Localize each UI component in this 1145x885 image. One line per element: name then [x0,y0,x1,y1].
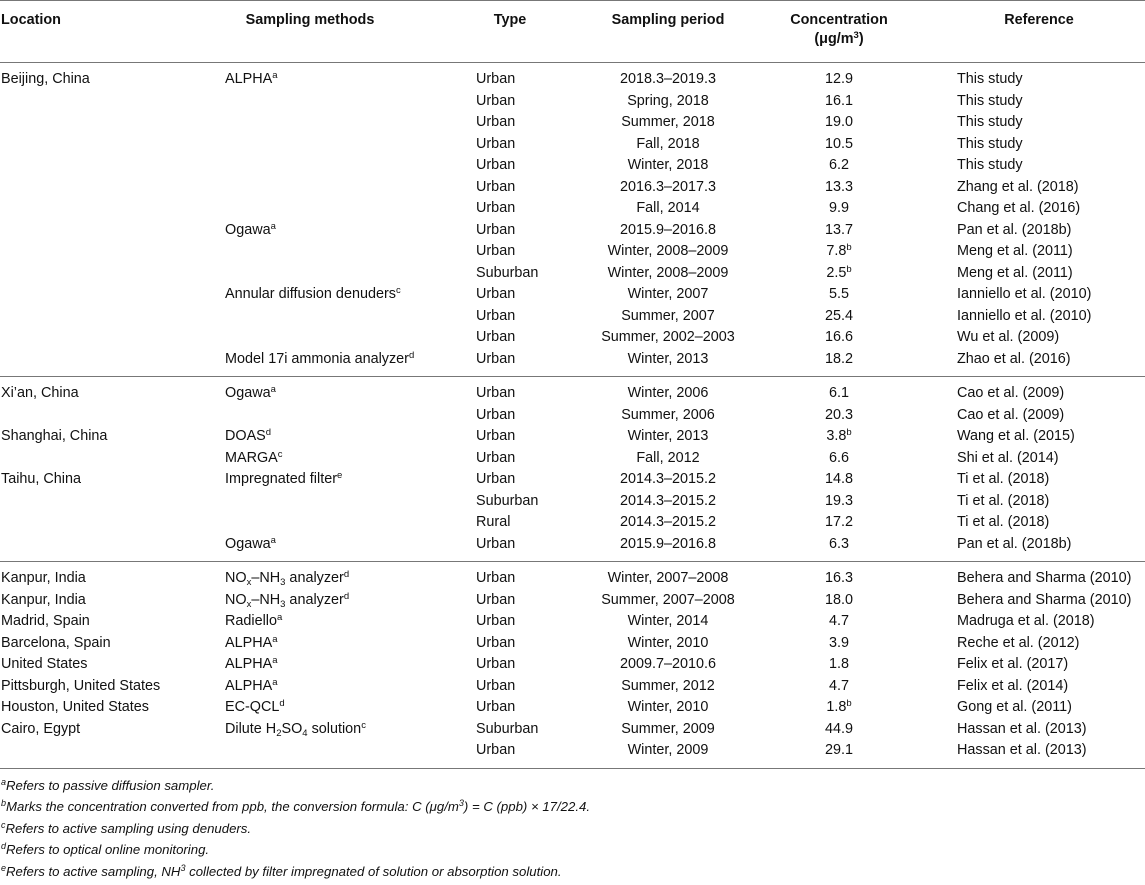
cell-sampling-method [225,284,401,307]
cell-reference: Zhang et al. (2018) [957,178,1079,195]
concentration-value: 16.6 [824,329,853,345]
cell-reference: This study [957,71,1023,87]
table-row [0,676,1145,698]
footnote-text-part: 3 [180,862,186,873]
concentration-footnote-mark: b [846,698,852,709]
cell-type: Urban [476,570,516,586]
concentration-value: 1.8 [826,699,847,715]
cell-type: Urban [476,135,516,152]
concentration-value: 44.9 [824,720,853,737]
method-name: Impregnated filter [225,471,337,487]
footnote [0,818,1145,840]
concentration-value: 25.4 [824,307,853,324]
footnote-mark: c [1,819,6,830]
method-part: solution [307,720,362,737]
cell-sampling-period: 2015.9–2016.8 [619,535,717,552]
cell-reference: Reche et al. (2012) [957,634,1080,651]
concentration-value: 13.3 [824,178,853,195]
cell-type: Urban [476,449,516,466]
method-part: x [246,598,252,610]
table-row [0,155,1145,177]
table-row [0,534,1145,556]
method-footnote-mark: d [279,698,285,709]
method-part: Dilute H [225,720,277,737]
cell-sampling-period: Winter, 2010 [627,699,709,715]
concentration-value: 4.7 [828,677,849,694]
cell-sampling-method [225,383,276,406]
method-name: Ogawa [225,385,271,401]
cell-concentration [779,220,899,242]
cell-sampling-method [225,534,276,557]
method-footnote-mark: c [277,448,283,460]
cell-type: Urban [476,157,516,173]
cell-concentration [779,155,899,177]
cell-location: Beijing, China [1,71,90,87]
table-group [0,63,1145,377]
method-footnote-mark: d [265,427,272,438]
method-part: –NH [251,591,281,608]
cell-reference: This study [957,135,1023,152]
table-row [0,697,1145,719]
cell-type: Urban [476,329,516,345]
concentration-value: 4.7 [828,613,849,629]
table-row [0,327,1145,349]
table-row [0,740,1145,762]
cell-location: Madrid, Spain [1,613,90,629]
cell-sampling-period: Winter, 2013 [627,350,709,367]
cell-sampling-period: Summer, 2002–2003 [601,329,735,345]
cell-sampling-period: Winter, 2007 [627,286,709,302]
method-part: analyzer [285,570,344,586]
concentration-value: 6.1 [828,385,849,401]
cell-concentration [779,112,899,134]
table-row [0,491,1145,513]
method-part: analyzer [285,591,344,608]
method-footnote-mark: e [336,470,343,481]
cell-concentration [779,69,899,91]
method-footnote-mark: a [277,612,283,623]
cell-sampling-method [225,69,278,92]
method-name: Radiello [225,613,277,629]
cell-sampling-period: Winter, 2008–2009 [607,243,729,259]
cell-reference: This study [957,157,1023,173]
cell-reference: Behera and Sharma (2010) [957,570,1132,586]
cell-reference: Ti et al. (2018) [957,514,1050,530]
table-row [0,590,1145,612]
cell-concentration [779,697,899,720]
cell-type: Urban [476,71,516,87]
cell-sampling-period: Summer, 2018 [621,114,715,130]
table-row [0,198,1145,220]
footnote-mark: b [1,798,7,808]
cell-sampling-period: Winter, 2006 [627,385,709,401]
method-part: 2 [276,727,282,739]
cell-type: Suburban [476,720,539,737]
cell-sampling-period: 2014.3–2015.2 [619,471,717,487]
cell-concentration [779,306,899,328]
cell-concentration [779,198,899,220]
cell-sampling-period: Winter, 2007–2008 [607,570,729,586]
concentration-value: 14.8 [824,471,853,487]
table-row [0,426,1145,448]
table-header [0,0,1145,63]
cell-sampling-period: Summer, 2006 [621,406,715,423]
cell-type: Urban [476,243,516,259]
concentration-value: 3.8 [826,428,847,444]
method-name: DOAS [225,428,266,444]
cell-reference: Felix et al. (2017) [957,656,1069,672]
cell-type: Urban [476,307,516,324]
table-body [0,63,1145,769]
cell-reference: Cao et al. (2009) [957,385,1065,401]
cell-concentration [779,134,899,156]
cell-reference: Gong et al. (2011) [957,699,1072,715]
concentration-value: 10.5 [824,135,853,152]
cell-sampling-method [225,469,342,492]
cell-type: Urban [476,613,516,629]
cell-reference: Hassan et al. (2013) [957,720,1087,737]
cell-sampling-method [225,220,276,243]
header-concentration-label: Concentration [790,12,888,28]
cell-type: Urban [476,428,516,444]
method-footnote-mark: a [270,534,276,546]
cell-type: Urban [476,535,516,552]
cell-type: Suburban [476,492,539,509]
footnote-text-part: ) = C (ppb) × 17/22.4. [463,799,590,814]
concentration-value: 2.5 [826,264,847,281]
concentration-value: 5.5 [828,286,849,302]
table-row [0,719,1145,741]
cell-reference: Ianniello et al. (2010) [957,307,1092,324]
table-row [0,91,1145,113]
cell-sampling-period: 2014.3–2015.2 [619,514,717,530]
cell-reference: Ti et al. (2018) [957,471,1050,487]
concentration-value: 17.2 [824,514,853,530]
footnote-text-part: Marks the concentration converted from ppb, the conversion formula: C (μg/m [6,799,459,814]
cell-sampling-method [225,568,349,591]
cell-type: Rural [476,514,511,530]
concentration-value: 1.8 [828,656,849,672]
cell-sampling-period: Spring, 2018 [627,92,709,109]
method-footnote-mark: c [395,285,401,296]
cell-sampling-method [225,448,283,471]
footnote-mark: d [1,841,7,851]
cell-type: Urban [476,385,516,401]
cell-location: Barcelona, Spain [1,634,111,651]
cell-sampling-period: Fall, 2014 [636,200,700,216]
header-type: Type [493,12,527,28]
cell-location: Houston, United States [1,699,149,715]
method-footnote-mark: d [408,349,415,361]
cell-type: Urban [476,406,516,423]
method-name: Ogawa [225,221,271,238]
cell-sampling-method [225,611,282,634]
method-footnote-mark: c [361,719,366,731]
cell-sampling-period: Winter, 2008–2009 [607,264,729,281]
table-row [0,112,1145,134]
cell-concentration [779,491,899,513]
footnote-text-part: Refers to active sampling, NH [6,863,181,879]
cell-sampling-method [225,676,278,699]
cell-sampling-method [225,426,271,449]
cell-reference: Meng et al. (2011) [957,243,1073,259]
footnotes [0,769,1145,883]
cell-concentration [779,676,899,698]
cell-sampling-method [225,697,285,720]
cell-reference: Felix et al. (2014) [957,677,1069,694]
table-row [0,69,1145,91]
method-name: Annular diffusion denuders [225,286,396,302]
cell-concentration [779,405,899,427]
table-group [0,562,1145,769]
cell-type: Urban [476,92,516,109]
footnote [0,839,1145,861]
cell-concentration [779,654,899,676]
cell-sampling-period: 2016.3–2017.3 [619,178,717,195]
table-group [0,377,1145,562]
method-part: NO [225,570,247,586]
cell-concentration [779,512,899,534]
cell-sampling-period: Summer, 2012 [621,677,715,694]
cell-location: Xi’an, China [1,385,79,401]
method-footnote-mark: a [270,220,276,232]
cell-sampling-method [225,349,414,372]
footnote-text-part: collected by filter impregnated of solution or absorption solution. [185,863,562,879]
cell-sampling-period: Summer, 2009 [621,720,715,737]
concentration-value: 6.6 [828,449,849,466]
table-row [0,220,1145,242]
concentration-value: 18.0 [824,591,853,608]
method-name: ALPHA [225,677,273,694]
concentration-value: 16.3 [824,570,853,586]
method-footnote-mark: a [270,384,276,395]
cell-reference: This study [957,92,1023,109]
cell-location: Shanghai, China [1,428,108,444]
cell-sampling-period: 2009.7–2010.6 [619,656,717,672]
method-part: 4 [302,727,308,739]
method-footnote-mark: d [343,569,350,580]
concentration-value: 16.1 [824,92,853,109]
concentration-value: 13.7 [824,221,853,238]
concentration-value: 7.8 [826,243,847,259]
cell-sampling-period: 2018.3–2019.3 [619,71,717,87]
method-part: –NH [251,570,281,586]
method-footnote-mark: a [272,655,278,666]
header-sampling-methods: Sampling methods [245,12,375,28]
concentration-value: 3.9 [828,634,849,651]
cell-reference: Wu et al. (2009) [957,329,1060,345]
cell-location: Pittsburgh, United States [1,677,161,694]
cell-reference: Madruga et al. (2018) [957,613,1095,629]
cell-sampling-method [225,654,278,677]
cell-location: Kanpur, India [1,591,86,608]
method-part: SO [281,720,303,737]
method-part: 3 [280,598,286,610]
cell-sampling-method [225,633,278,656]
cell-reference: Pan et al. (2018b) [957,221,1072,238]
table-row [0,383,1145,405]
cell-concentration [779,740,899,762]
method-part: x [246,577,252,588]
cell-type: Urban [476,114,516,130]
cell-reference: Ti et al. (2018) [957,492,1050,509]
cell-reference: Ianniello et al. (2010) [957,286,1092,302]
cell-sampling-period: Winter, 2018 [627,157,709,173]
concentration-value: 6.3 [828,535,849,552]
cell-type: Urban [476,471,516,487]
cell-concentration [779,327,899,349]
concentration-value: 19.3 [824,492,853,509]
cell-sampling-period: 2015.9–2016.8 [619,221,717,238]
cell-concentration [779,177,899,199]
table-row [0,633,1145,655]
footnote [0,775,1145,797]
cell-type: Urban [476,656,516,672]
cell-type: Urban [476,200,516,216]
cell-type: Suburban [476,264,539,281]
concentration-footnote-mark: b [846,427,852,438]
cell-type: Urban [476,677,516,694]
footnote-text: Refers to optical online monitoring. [6,842,210,857]
cell-sampling-period: Winter, 2010 [627,634,709,651]
method-footnote-mark: a [272,676,278,688]
cell-type: Urban [476,634,516,651]
table-row [0,134,1145,156]
cell-reference: Pan et al. (2018b) [957,535,1072,552]
cell-location: United States [1,656,88,672]
header-sampling-period: Sampling period [611,12,725,28]
cell-sampling-period: Summer, 2007 [621,307,715,324]
cell-reference: Shi et al. (2014) [957,449,1059,466]
table-row [0,349,1145,371]
method-name: EC-QCL [225,699,280,715]
method-name: ALPHA [225,71,273,87]
method-name: Model 17i ammonia analyzer [225,350,409,367]
table-row [0,654,1145,676]
cell-concentration [779,534,899,556]
header-location: Location [1,12,61,28]
cell-reference: This study [957,114,1023,130]
footnote [0,796,1145,818]
table-row [0,512,1145,534]
footnote [0,861,1145,883]
cell-type: Urban [476,178,516,195]
cell-sampling-period: Summer, 2007–2008 [601,591,735,608]
method-name: Ogawa [225,535,271,552]
concentration-value: 29.1 [824,742,853,758]
table-row [0,177,1145,199]
cell-location: Kanpur, India [1,570,86,586]
cell-reference: Meng et al. (2011) [957,264,1073,281]
cell-concentration [779,241,899,264]
table-row [0,284,1145,306]
cell-type: Urban [476,591,516,608]
cell-concentration [779,383,899,405]
method-part: 3 [280,577,286,588]
concentration-footnote-mark: b [846,263,852,275]
footnote-text-part: 3 [458,798,464,808]
footnote-mark: e [1,862,7,873]
cell-concentration [779,719,899,741]
table-row [0,611,1145,633]
method-footnote-mark: a [272,633,278,645]
cell-reference: Cao et al. (2009) [957,406,1065,423]
table-row [0,306,1145,328]
cell-type: Urban [476,221,516,238]
method-name: ALPHA [225,656,273,672]
cell-reference: Zhao et al. (2016) [957,350,1071,367]
concentration-value: 20.3 [824,406,853,423]
header-concentration [779,11,899,50]
cell-concentration [779,469,899,491]
cell-location: Cairo, Egypt [1,720,81,737]
method-name: ALPHA [225,634,273,651]
cell-concentration [779,590,899,612]
cell-type: Urban [476,350,516,367]
cell-reference: Behera and Sharma (2010) [957,591,1132,608]
cell-sampling-period: Winter, 2013 [627,428,709,444]
cell-reference: Wang et al. (2015) [957,428,1075,444]
cell-concentration [779,568,899,590]
cell-concentration [779,633,899,655]
footnote-mark: a [1,776,7,787]
cell-sampling-period: Fall, 2012 [636,449,700,466]
table-row [0,405,1145,427]
concentration-value: 6.2 [828,157,849,173]
table-row [0,263,1145,285]
cell-reference: Chang et al. (2016) [957,200,1081,216]
cell-concentration [779,91,899,113]
table-row [0,469,1145,491]
cell-sampling-period: Winter, 2009 [627,742,709,758]
method-part: NO [225,591,247,608]
footnote-text: Refers to passive diffusion sampler. [6,777,215,793]
cell-sampling-period: Fall, 2018 [636,135,700,152]
cell-type: Urban [476,286,516,302]
cell-concentration [779,284,899,306]
header-concentration-unit: $(\mu g/m^3)$ [814,30,864,47]
cell-concentration [779,349,899,371]
method-footnote-mark: d [343,590,350,602]
cell-location: Taihu, China [1,471,81,487]
concentration-footnote-mark: b [846,242,852,253]
cell-concentration [779,611,899,633]
cell-sampling-method [225,719,366,742]
concentration-value: 19.0 [824,114,853,130]
cell-concentration [779,448,899,470]
table-row [0,448,1145,470]
cell-concentration [779,263,899,286]
table-row [0,568,1145,590]
concentration-value: 12.9 [824,71,853,87]
cell-sampling-period: Winter, 2014 [627,613,709,629]
cell-sampling-period: 2014.3–2015.2 [619,492,717,509]
footnote-text: Refers to active sampling using denuders. [5,820,252,836]
header-reference: Reference [1004,12,1074,28]
table-row [0,241,1145,263]
cell-sampling-method [225,590,349,613]
concentration-value: 18.2 [824,350,853,367]
cell-reference: Hassan et al. (2013) [957,742,1087,758]
concentration-value: 9.9 [828,200,849,216]
method-footnote-mark: a [272,70,278,81]
cell-concentration [779,426,899,449]
cell-type: Urban [476,742,516,758]
cell-type: Urban [476,699,516,715]
method-name: MARGA [225,449,278,466]
